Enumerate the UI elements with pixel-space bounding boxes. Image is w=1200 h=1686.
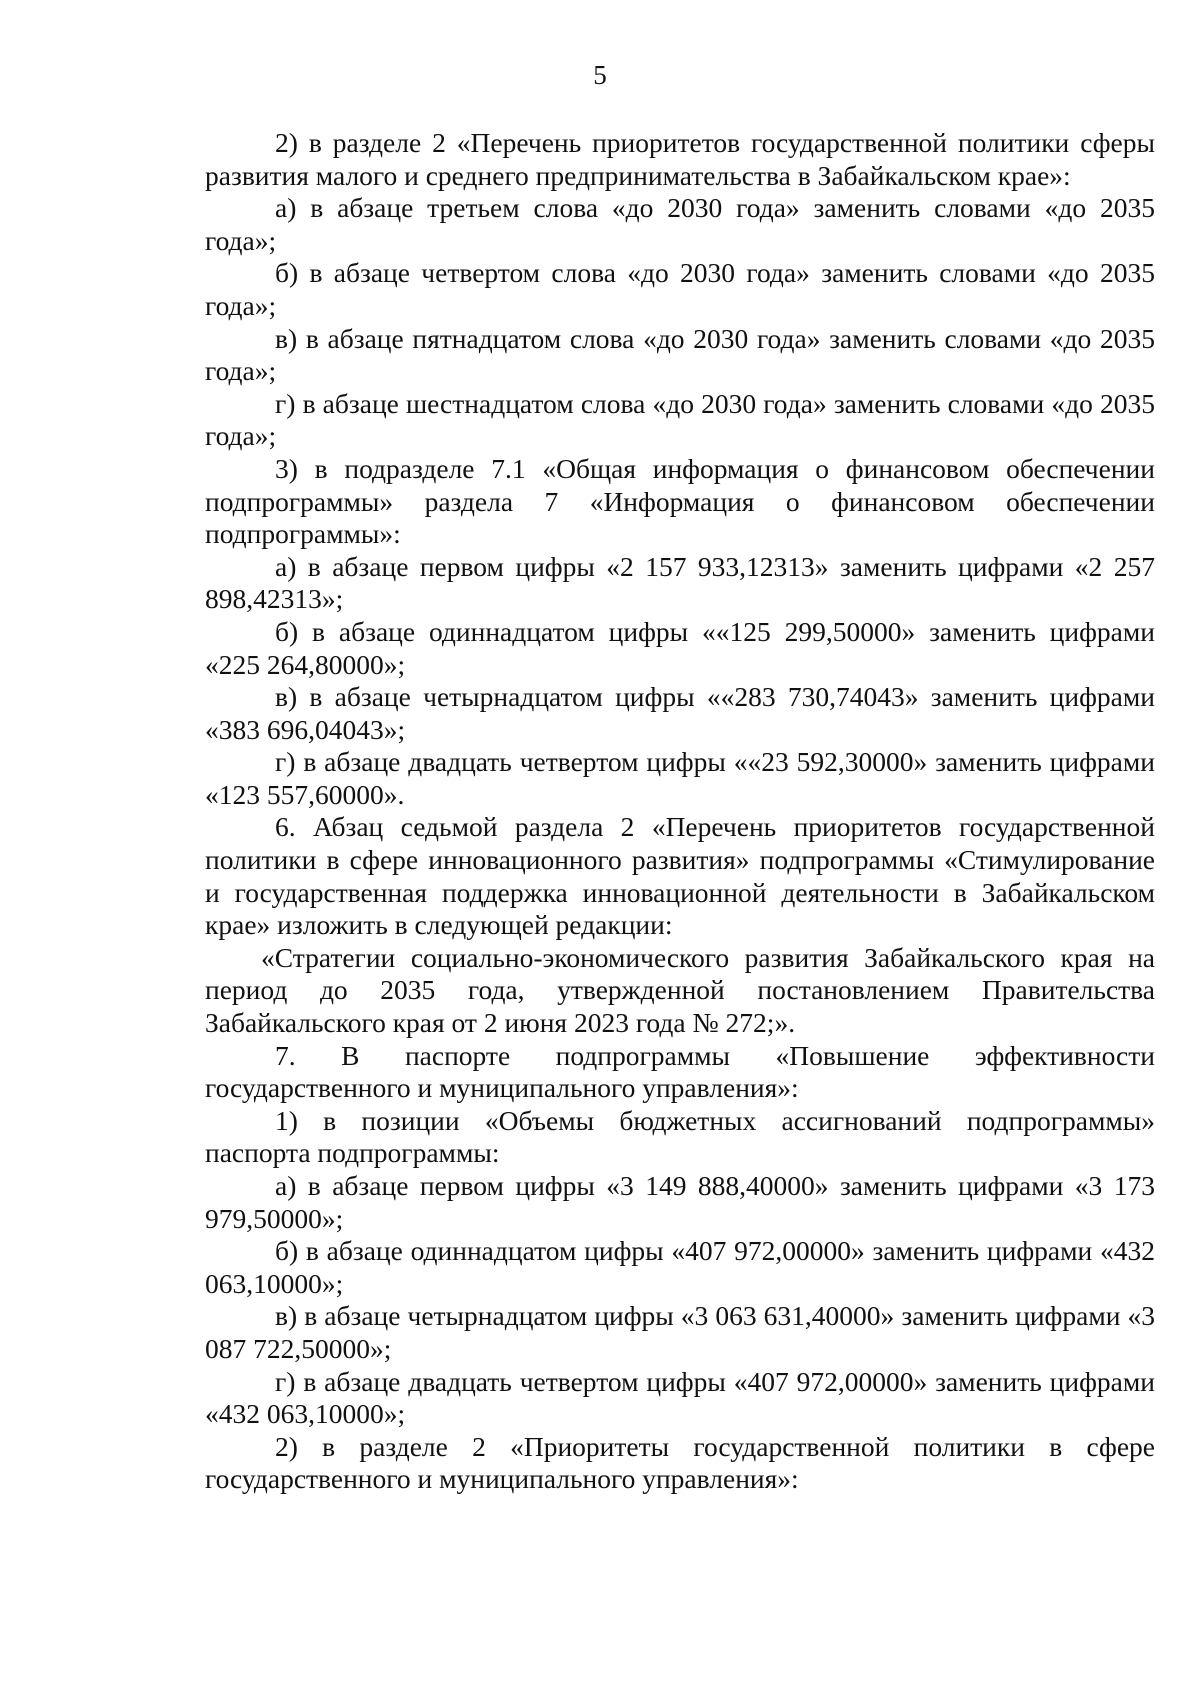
paragraph: 2) в разделе 2 «Приоритеты государственной политики в сфере государственного и муниципального управления»: xyxy=(205,1430,1155,1495)
paragraph: г) в абзаце двадцать четвертом цифры ««23 592,30000» заменить цифрами «123 557,60000». xyxy=(205,746,1155,810)
paragraph: а) в абзаце первом цифры «2 157 933,12313» заменить цифрами «2 257 898,42313»; xyxy=(205,550,1155,615)
quoted-paragraph: «Стратегии социально-экономического развития Забайкальского края на период до 2035 года, утвержденной постановлением Правительства Забайкальского края от 2 июня 2023 года № 272;». xyxy=(205,941,1155,1039)
paragraph: а) в абзаце первом цифры «3 149 888,40000» заменить цифрами «3 173 979,50000»; xyxy=(205,1170,1155,1234)
page-number: 5 xyxy=(593,60,607,90)
paragraph: 7. В паспорте подпрограммы «Повышение эффективности государственного и муниципального управления»: xyxy=(205,1039,1155,1104)
paragraph: г) в абзаце двадцать четвертом цифры «407 972,00000» заменить цифрами «432 063,10000»; xyxy=(205,1365,1155,1430)
paragraph: в) в абзаце четырнадцатом цифры ««283 730,74043» заменить цифрами «383 696,04043»; xyxy=(205,681,1155,745)
paragraph: 1) в позиции «Объемы бюджетных ассигнований подпрограммы» паспорта подпрограммы: xyxy=(205,1104,1155,1169)
paragraph: 6. Абзац седьмой раздела 2 «Перечень приоритетов государственной политики в сфере инновационного развития» подпрограммы «Стимулирование и государственная поддержка инновационной деятельности в Забайкальском крае» изложить в следующей редакции: xyxy=(205,811,1155,941)
paragraph: г) в абзаце шестнадцатом слова «до 2030 года» заменить словами «до 2035 года»; xyxy=(205,387,1155,452)
paragraph: а) в абзаце третьем слова «до 2030 года» заменить словами «до 2035 года»; xyxy=(205,192,1155,256)
paragraph: 2) в разделе 2 «Перечень приоритетов государственной политики сферы развития малого и среднего предпринимательства в Забайкальском крае»: xyxy=(205,127,1155,191)
document-body xyxy=(205,127,1155,1496)
paragraph: б) в абзаце одиннадцатом цифры ««125 299,50000» заменить цифрами «225 264,80000»; xyxy=(205,615,1155,680)
paragraph: б) в абзаце четвертом слова «до 2030 года» заменить словами «до 2035 года»; xyxy=(205,257,1155,321)
paragraph: в) в абзаце пятнадцатом слова «до 2030 года» заменить словами «до 2035 года»; xyxy=(205,322,1155,387)
paragraph: в) в абзаце четырнадцатом цифры «3 063 631,40000» заменить цифрами «3 087 722,50000»; xyxy=(205,1300,1155,1364)
paragraph: б) в абзаце одиннадцатом цифры «407 972,00000» заменить цифрами «432 063,10000»; xyxy=(205,1235,1155,1299)
paragraph: 3) в подразделе 7.1 «Общая информация о финансовом обеспечении подпрограммы» раздела 7 «Информация о финансовом обеспечении подпрограммы»: xyxy=(205,452,1155,550)
